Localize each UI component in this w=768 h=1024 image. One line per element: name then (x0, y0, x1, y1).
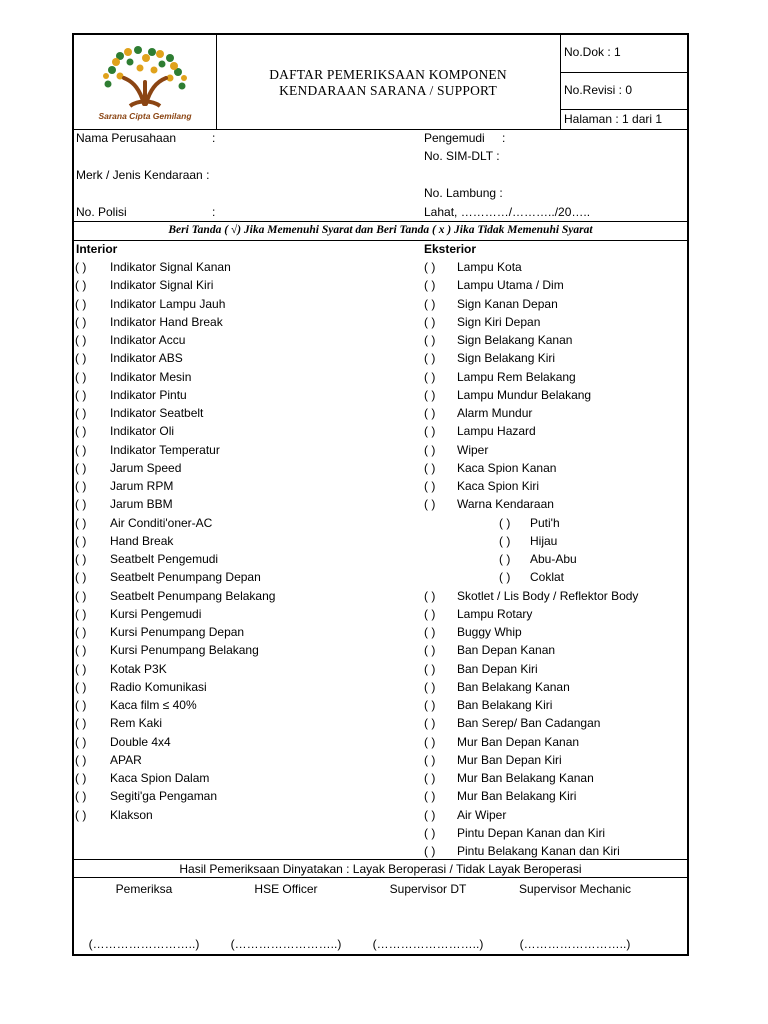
checkbox[interactable]: ( ) (75, 807, 87, 822)
item-label: Sign Belakang Kanan (457, 333, 573, 347)
checkbox[interactable]: ( ) (75, 460, 87, 475)
checkbox[interactable]: ( ) (424, 424, 436, 439)
checkbox[interactable]: ( ) (424, 351, 436, 366)
checkbox[interactable]: ( ) (75, 333, 87, 347)
item-label: Ban Belakang Kanan (457, 679, 570, 694)
checkbox[interactable]: ( ) (424, 314, 436, 329)
checkbox[interactable]: ( ) (424, 771, 436, 785)
checkbox[interactable]: ( ) (75, 552, 87, 566)
item-label: Ban Serep/ Ban Cadangan (457, 716, 601, 731)
checkbox[interactable]: ( ) (499, 570, 511, 585)
checkbox[interactable]: ( ) (75, 643, 87, 658)
signature-label-supervisor-dt: Supervisor DT (389, 882, 467, 896)
item-label: Mur Ban Depan Kanan (457, 734, 580, 749)
item-label: Ban Belakang Kiri (457, 698, 553, 712)
checkbox[interactable]: ( ) (424, 844, 436, 858)
checkbox[interactable]: ( ) (424, 278, 436, 293)
item-label: Sign Belakang Kiri (457, 351, 556, 366)
hull-number-label: No. Lambung : (424, 186, 503, 200)
logo-text: Sarana Cipta Gemilang (98, 111, 192, 121)
signature-blank-hse[interactable]: (……………………..) (230, 937, 342, 951)
checkbox[interactable]: ( ) (424, 296, 436, 311)
item-label: Buggy Whip (457, 625, 522, 639)
checkbox[interactable]: ( ) (75, 661, 87, 676)
item-label: Indikator Oli (110, 424, 175, 439)
checkbox[interactable]: ( ) (424, 716, 436, 731)
item-label: Alarm Mundur (457, 406, 533, 420)
item-label: Jarum RPM (110, 479, 174, 493)
checkbox[interactable]: ( ) (424, 661, 436, 676)
checkbox[interactable]: ( ) (75, 406, 87, 420)
signature-blank-supervisor-mechanic[interactable]: (……………………..) (519, 937, 631, 951)
checkbox[interactable]: ( ) (424, 789, 436, 804)
item-label: Ban Depan Kanan (457, 643, 556, 658)
item-label: Kaca Spion Kiri (457, 479, 540, 493)
item-label: Mur Ban Depan Kiri (457, 752, 562, 767)
signature-label-hse: HSE Officer (254, 882, 318, 896)
item-label: Abu-Abu (530, 552, 577, 566)
item-label: Puti'h (530, 515, 560, 530)
checkbox[interactable]: ( ) (424, 369, 436, 384)
vehicle-type-label: Merk / Jenis Kendaraan : (76, 168, 210, 182)
item-label: Sign Kanan Depan (457, 296, 558, 311)
checkbox[interactable]: ( ) (424, 807, 436, 822)
checkbox[interactable]: ( ) (424, 625, 436, 639)
item-label: Lampu Utama / Dim (457, 278, 564, 293)
checkbox[interactable]: ( ) (424, 606, 436, 621)
item-label: Sign Kiri Depan (457, 314, 541, 329)
checkbox[interactable]: ( ) (75, 752, 87, 767)
checkbox[interactable]: ( ) (75, 625, 87, 639)
item-label: Mur Ban Belakang Kanan (457, 771, 594, 785)
item-label: Indikator Pintu (110, 387, 187, 402)
checkbox[interactable]: ( ) (75, 588, 87, 603)
item-label: Pintu Belakang Kanan dan Kiri (457, 844, 620, 858)
item-label: Air Conditi'oner-AC (110, 515, 213, 530)
item-label: Jarum BBM (110, 497, 173, 512)
item-label: Rem Kaki (110, 716, 163, 731)
checkbox[interactable]: ( ) (75, 716, 87, 731)
header-divider-right (560, 33, 561, 129)
item-label: Seatbelt Penumpang Depan (110, 570, 261, 585)
instruction-text: Beri Tanda ( √) Jika Memenuhi Syarat dan Beri Tanda ( x ) Jika Tidak Memenuhi Syarat (168, 224, 593, 236)
checkbox[interactable]: ( ) (499, 533, 511, 548)
item-label: Pintu Depan Kanan dan Kiri (457, 825, 606, 840)
item-label: Kursi Penumpang Belakang (110, 643, 259, 658)
item-label: Indikator Signal Kiri (110, 278, 214, 293)
page-number: Halaman : 1 dari 1 (564, 112, 663, 126)
checkbox[interactable]: ( ) (424, 497, 436, 512)
item-label: Kursi Pengemudi (110, 606, 202, 621)
plate-number-colon: : (212, 205, 216, 219)
item-label: Air Wiper (457, 807, 507, 822)
item-label: Lampu Rotary (457, 606, 533, 621)
item-label: Indikator Hand Break (110, 314, 223, 329)
item-label: Lampu Kota (457, 260, 522, 274)
signature-blank-supervisor-dt[interactable]: (……………………..) (372, 937, 484, 951)
checkbox[interactable]: ( ) (75, 260, 87, 274)
checkbox[interactable]: ( ) (75, 515, 87, 530)
driver-colon: : (502, 131, 506, 145)
plate-number-label: No. Polisi (76, 205, 127, 219)
checkbox[interactable]: ( ) (424, 387, 436, 402)
item-label: Kaca Spion Dalam (110, 771, 210, 785)
checkbox[interactable]: ( ) (424, 442, 436, 457)
item-label: Ban Depan Kiri (457, 661, 538, 676)
item-label: Kaca film ≤ 40% (110, 698, 197, 712)
driver-label: Pengemudi (424, 131, 485, 145)
checkbox[interactable]: ( ) (424, 825, 436, 840)
item-label: Indikator Temperatur (110, 442, 220, 457)
checkbox[interactable]: ( ) (499, 552, 511, 566)
checkbox[interactable]: ( ) (75, 497, 87, 512)
item-label: Klakson (110, 807, 153, 822)
item-label: Lampu Hazard (457, 424, 536, 439)
info-bottom-line (72, 221, 689, 222)
checkbox[interactable]: ( ) (499, 515, 511, 530)
item-label: Mur Ban Belakang Kiri (457, 789, 577, 804)
item-label: Seatbelt Pengemudi (110, 552, 219, 566)
item-label: Skotlet / Lis Body / Reflektor Body (457, 588, 639, 603)
checkbox[interactable]: ( ) (75, 789, 87, 804)
checkbox[interactable]: ( ) (424, 752, 436, 767)
checkbox[interactable]: ( ) (75, 533, 87, 548)
item-label: Double 4x4 (110, 734, 171, 749)
form-title-line2: KENDARAAN SARANA / SUPPORT (279, 83, 497, 98)
item-label: Indikator Lampu Jauh (110, 296, 226, 311)
item-label: Indikator Signal Kanan (110, 260, 231, 274)
item-label: Indikator Mesin (110, 369, 192, 384)
item-label: Lampu Mundur Belakang (457, 387, 592, 402)
checkbox[interactable]: ( ) (424, 734, 436, 749)
checkbox[interactable]: ( ) (75, 314, 87, 329)
checkbox[interactable]: ( ) (424, 679, 436, 694)
checkbox[interactable]: ( ) (424, 479, 436, 493)
checkbox[interactable]: ( ) (424, 260, 436, 274)
item-label: Radio Komunikasi (110, 679, 207, 694)
checkbox[interactable]: ( ) (75, 606, 87, 621)
doc-divider-2 (560, 109, 689, 110)
signature-blank-pemeriksa[interactable]: (……………………..) (88, 937, 200, 951)
checkbox[interactable]: ( ) (75, 771, 87, 785)
item-label: Seatbelt Penumpang Belakang (110, 588, 276, 603)
item-label: Lampu Rem Belakang (457, 369, 576, 384)
revision-number: No.Revisi : 0 (564, 83, 633, 97)
checkbox[interactable]: ( ) (75, 679, 87, 694)
item-label: Wiper (457, 442, 489, 457)
item-label: Indikator ABS (110, 351, 183, 366)
header-bottom-line (72, 129, 689, 130)
checkbox[interactable]: ( ) (75, 698, 87, 712)
signature-label-pemeriksa: Pemeriksa (115, 882, 173, 896)
item-label: Coklat (530, 570, 565, 585)
company-name-colon: : (212, 131, 216, 145)
checkbox[interactable]: ( ) (75, 278, 87, 293)
checkbox[interactable]: ( ) (424, 333, 436, 347)
sim-label: No. SIM-DLT : (424, 149, 500, 163)
signature-label-supervisor-mechanic: Supervisor Mechanic (518, 882, 632, 896)
form-title-line1: DAFTAR PEMERIKSAAN KOMPONEN (269, 67, 507, 82)
item-label: Jarum Speed (110, 460, 182, 475)
checkbox[interactable]: ( ) (75, 369, 87, 384)
checkbox[interactable]: ( ) (75, 734, 87, 749)
checkbox[interactable]: ( ) (75, 351, 87, 366)
item-label: Indikator Accu (110, 333, 186, 347)
inspection-result: Hasil Pemeriksaan Dinyatakan : Layak Beroperasi / Tidak Layak Beroperasi (179, 862, 582, 876)
instruction-bottom-line (72, 240, 689, 241)
interior-heading: Interior (76, 242, 118, 256)
checkbox[interactable]: ( ) (424, 698, 436, 712)
checkbox[interactable]: ( ) (424, 588, 436, 603)
doc-number: No.Dok : 1 (564, 45, 621, 59)
item-label: Warna Kendaraan (457, 497, 554, 512)
result-bottom-line (72, 877, 689, 878)
place-date-label: Lahat, …………/………../20….. (424, 205, 591, 219)
item-label: Indikator Seatbelt (110, 406, 204, 420)
checkbox[interactable]: ( ) (75, 296, 87, 311)
checkbox[interactable]: ( ) (75, 442, 87, 457)
checkbox[interactable]: ( ) (75, 570, 87, 585)
checkbox[interactable]: ( ) (424, 406, 436, 420)
item-label: APAR (110, 752, 142, 767)
doc-divider-1 (560, 72, 689, 73)
checkbox[interactable]: ( ) (424, 460, 436, 475)
item-label: Kursi Penumpang Depan (110, 625, 245, 639)
company-name-label: Nama Perusahaan (76, 131, 177, 145)
item-label: Hand Break (110, 533, 174, 548)
checkbox[interactable]: ( ) (75, 479, 87, 493)
exterior-heading: Eksterior (424, 242, 477, 256)
item-label: Kaca Spion Kanan (457, 460, 557, 475)
item-label: Segiti'ga Pengaman (110, 789, 218, 804)
item-label: Kotak P3K (110, 661, 167, 676)
item-label: Hijau (530, 533, 558, 548)
checkbox[interactable]: ( ) (75, 387, 87, 402)
checkbox[interactable]: ( ) (424, 643, 436, 658)
checkbox[interactable]: ( ) (75, 424, 87, 439)
